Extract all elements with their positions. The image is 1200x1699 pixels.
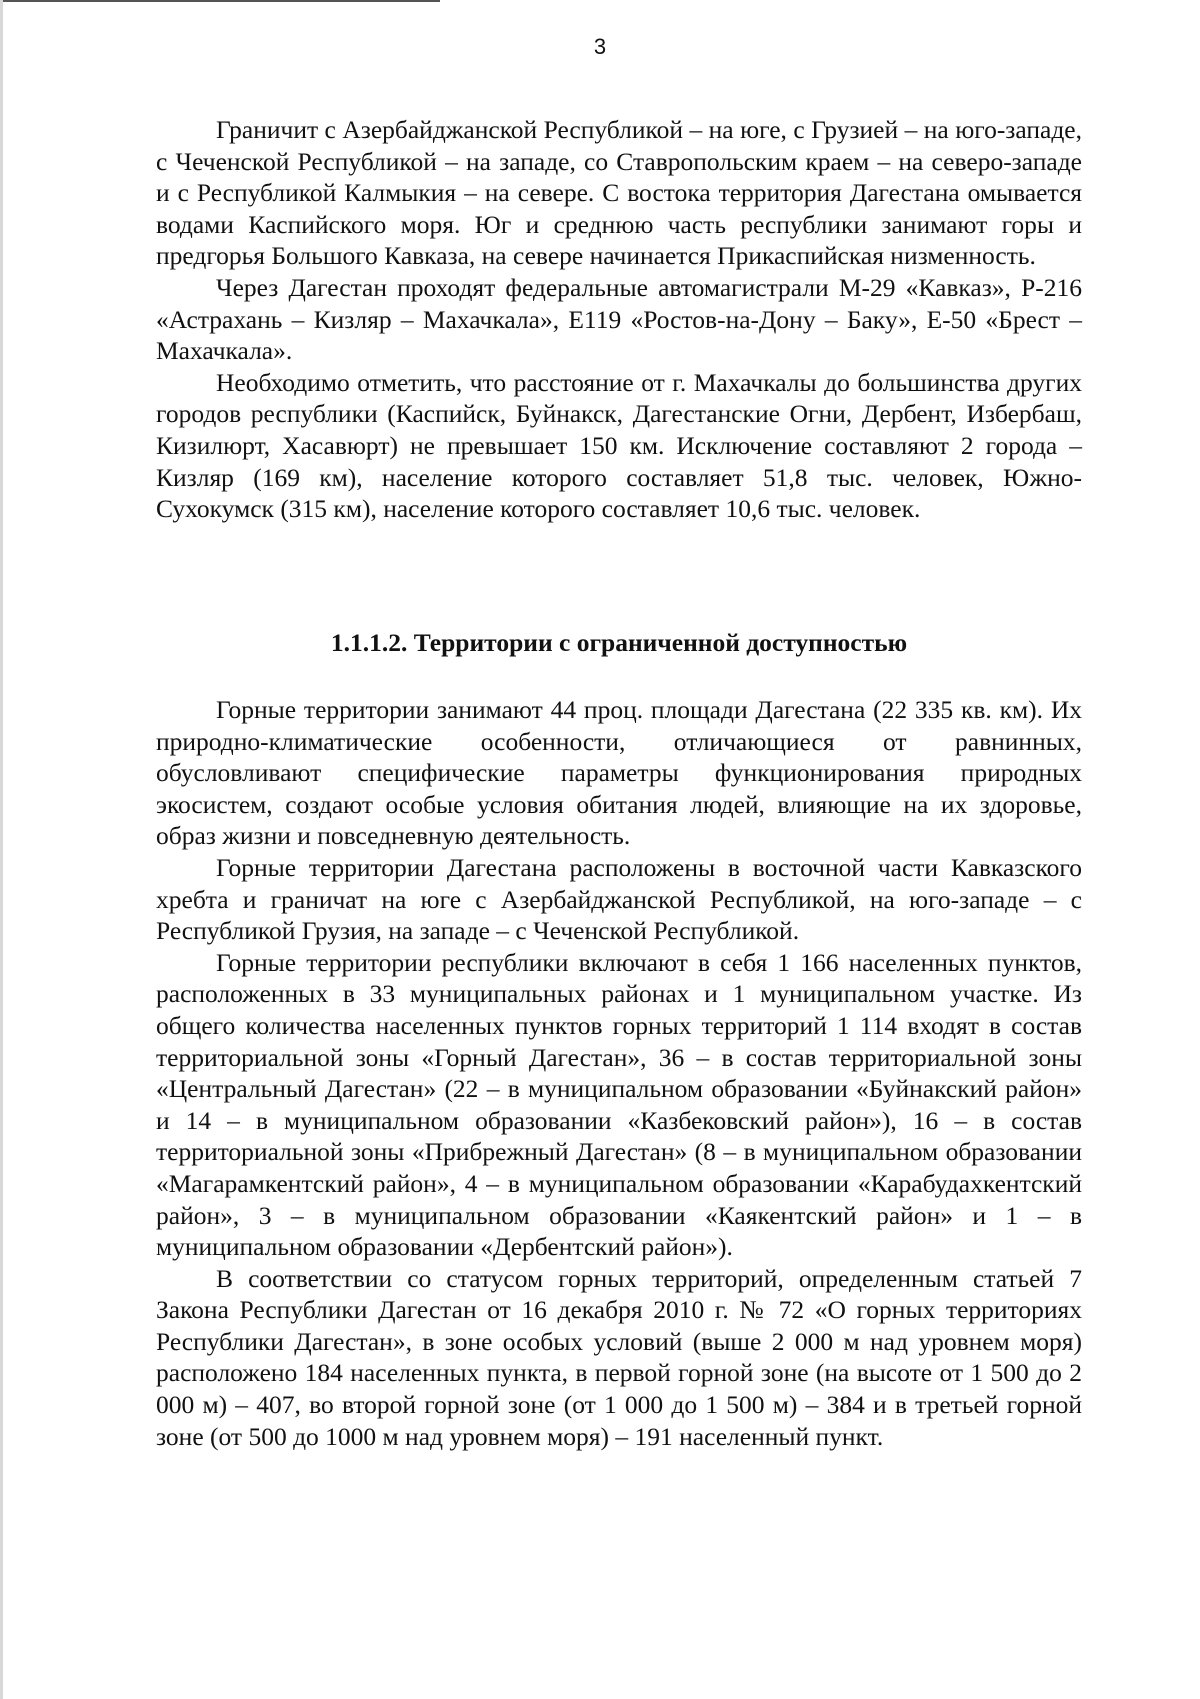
page-number: 3 <box>593 34 607 59</box>
paragraph-borders: Граничит с Азербайджанской Республикой – на юге, с Грузией – на юго-западе, с Чеченской Республикой – на западе, со Ставропольским краем – на северо-западе и с Республикой Калмыкия – на севере. С востока территория Дагестана омывается водами Каспийского моря. Юг и среднюю часть республики занимают горы и предгорья Большого Кавказа, на севере начинается Прикаспийская низменность. <box>156 115 1082 271</box>
paragraph-settlements: Горные территории республики включают в себя 1 166 населенных пунктов, расположенных в 33 муниципальных районах и 1 муниципальном участке. Из общего количества населенных пунктов горных территорий 1 114 входят в состав территориальной зоны «Горный Дагестан», 36 – в состав территориальной зоны «Центральный Дагестан» (22 – в муниципальном образовании «Буйнакский район» и 14 – в муниципальном образовании «Казбековский район»), 16 – в состав территориальной зоны «Прибрежный Дагестан» (8 – в муниципальном образовании «Магарамкентский район», 4 – в муниципальном образовании «Карабудахкентский район», 3 – в муниципальном образовании «Каякентский район» и 1 – в муниципальном образовании «Дербентский район»). <box>156 947 1082 1262</box>
paragraph-mountain-area: Горные территории занимают 44 проц. площади Дагестана (22 335 кв. км). Их природно-климатические особенности, отличающиеся от равнинных, обусловливают специфические параметры функционирования природных экосистем, создают особые условия обитания людей, влияющие на их здоровье, образ жизни и повседневную деятельность. <box>156 695 1082 851</box>
section-heading: 1.1.1.2. Территории с ограниченной доступностью <box>330 628 908 657</box>
paragraph-distances: Необходимо отметить, что расстояние от г. Махачкалы до большинства других городов республики (Каспийск, Буйнакск, Дагестанские Огни, Дербент, Избербаш, Кизилюрт, Хасавюрт) не превышает 150 км. Исключение составляют 2 города – Кизляр (169 км), население которого составляет 51,8 тыс. человек, Южно-Сухокумск (315 км), население которого составляет 10,6 тыс. человек. <box>156 367 1082 524</box>
scan-top-rule <box>0 0 440 2</box>
paragraph-altitude-zones: В соответствии со статусом горных территорий, определенным статьей 7 Закона Республики Дагестан от 16 декабря 2010 г. № 72 «О горных территориях Республики Дагестан», в зоне особых условий (выше 2 000 м над уровнем моря) расположено 184 населенных пункта, в первой горной зоне (на высоте от 1 500 до 2 000 м) – 407, во второй горной зоне (от 1 000 до 1 500 м) – 384 и в третьей горной зоне (от 500 до 1000 м над уровнем моря) – 191 населенный пункт. <box>156 1263 1082 1451</box>
paragraph-highways: Через Дагестан проходят федеральные автомагистрали М-29 «Кавказ», Р-216 «Астрахань – Кизляр – Махачкала», Е119 «Ростов-на-Дону – Баку», Е-50 «Брест – Махачкала». <box>156 272 1082 366</box>
intro-text-block <box>156 114 1082 525</box>
scan-left-edge <box>0 0 3 1699</box>
paragraph-mountain-location: Горные территории Дагестана расположены в восточной части Кавказского хребта и граничат на юге с Азербайджанской Республикой, на юго-западе – с Республикой Грузия, на западе – с Чеченской Республикой. <box>156 852 1082 946</box>
section-text-block <box>156 694 1082 1452</box>
